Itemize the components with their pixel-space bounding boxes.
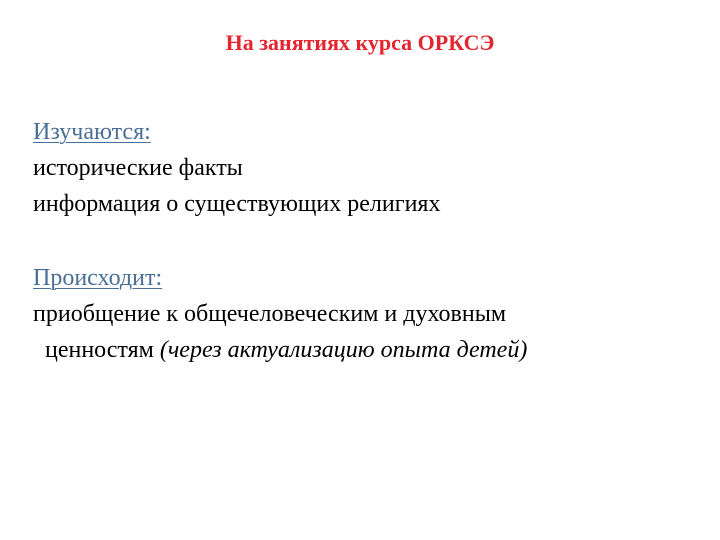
happens-line-1: приобщение к общечеловеческим и духовным — [33, 301, 507, 327]
happens-line-2-regular: ценностям — [45, 337, 160, 363]
studied-item-historical-facts: исторические факты — [33, 155, 243, 181]
section-studied-heading: Изучаются: — [33, 119, 151, 145]
happens-line-2 — [33, 332, 683, 368]
section-happens-heading: Происходит: — [33, 265, 163, 291]
slide-body — [33, 114, 683, 368]
studied-item-religions-info: информация о существующих религиях — [33, 191, 441, 217]
happens-line-2-italic: (через актуализацию опыта детей) — [159, 337, 528, 363]
section-spacer — [33, 222, 683, 260]
slide-title: На занятиях курса ОРКСЭ — [225, 30, 495, 55]
